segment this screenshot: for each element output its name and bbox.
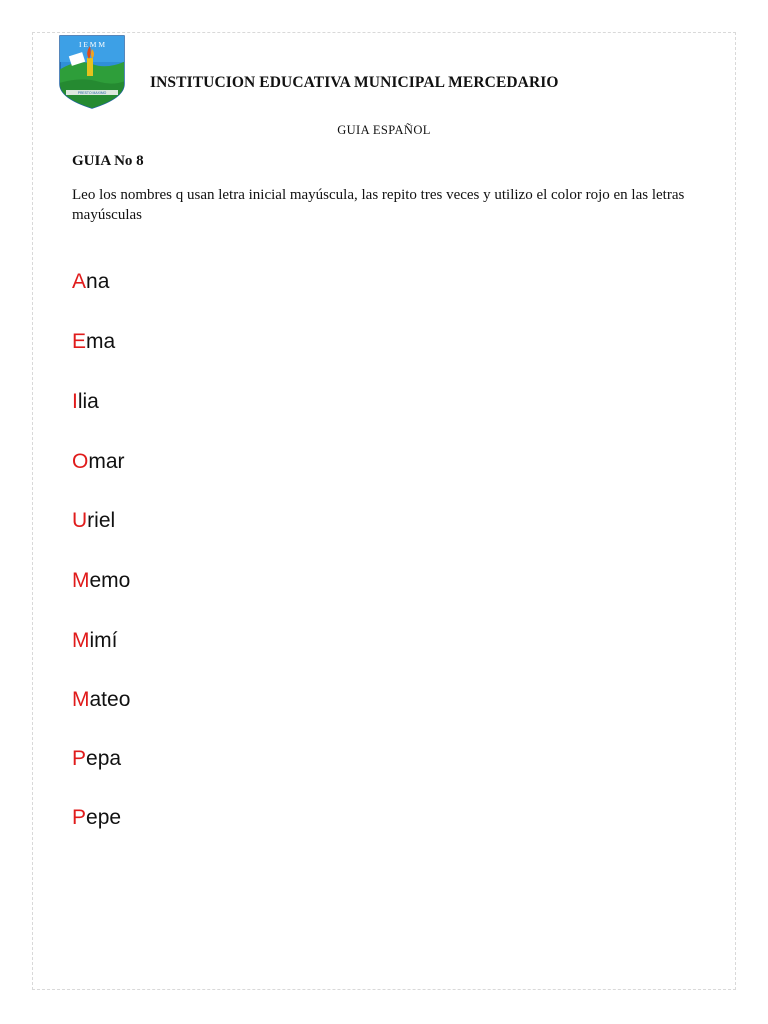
name-rest: ma xyxy=(86,330,116,353)
name-rest: ateo xyxy=(89,688,131,711)
name-item xyxy=(72,569,130,593)
instructions-text: Leo los nombres q usan letra inicial mayúscula, las repito tres veces y utilizo el color rojo en las letras mayúsculas xyxy=(72,187,685,223)
name-rest: emo xyxy=(89,569,131,592)
logo-initials: I E M M xyxy=(78,40,106,49)
name-initial: M xyxy=(72,629,90,652)
name-item xyxy=(72,747,121,771)
name-item xyxy=(72,806,121,830)
name-item xyxy=(72,688,130,712)
logo-motto: PRESTO MAXIMO xyxy=(77,91,107,95)
name-initial: M xyxy=(72,569,90,592)
institution-name: INSTITUCION EDUCATIVA MUNICIPAL MERCEDARIO xyxy=(150,74,559,91)
name-initial: A xyxy=(72,270,87,293)
name-rest: epe xyxy=(86,806,122,829)
name-initial: O xyxy=(72,450,89,473)
name-rest: lia xyxy=(77,390,99,413)
name-item xyxy=(72,629,118,653)
name-rest: mar xyxy=(88,450,125,473)
name-rest: imí xyxy=(89,629,118,652)
name-item xyxy=(72,450,125,474)
name-item xyxy=(72,390,99,414)
name-item xyxy=(72,509,115,533)
name-item xyxy=(72,330,115,354)
name-initial: I xyxy=(72,390,78,413)
name-rest: na xyxy=(86,270,110,293)
name-rest: riel xyxy=(87,509,116,532)
name-item xyxy=(72,270,109,294)
name-initial: P xyxy=(72,747,87,770)
guide-number: GUIA No 8 xyxy=(72,153,144,169)
subject-title: GUIA ESPAÑOL xyxy=(337,123,431,137)
name-initial: M xyxy=(72,688,90,711)
names-list xyxy=(72,0,372,1024)
name-initial: P xyxy=(72,806,87,829)
name-initial: E xyxy=(72,330,87,353)
name-initial: U xyxy=(72,509,88,532)
name-rest: epa xyxy=(86,747,122,770)
